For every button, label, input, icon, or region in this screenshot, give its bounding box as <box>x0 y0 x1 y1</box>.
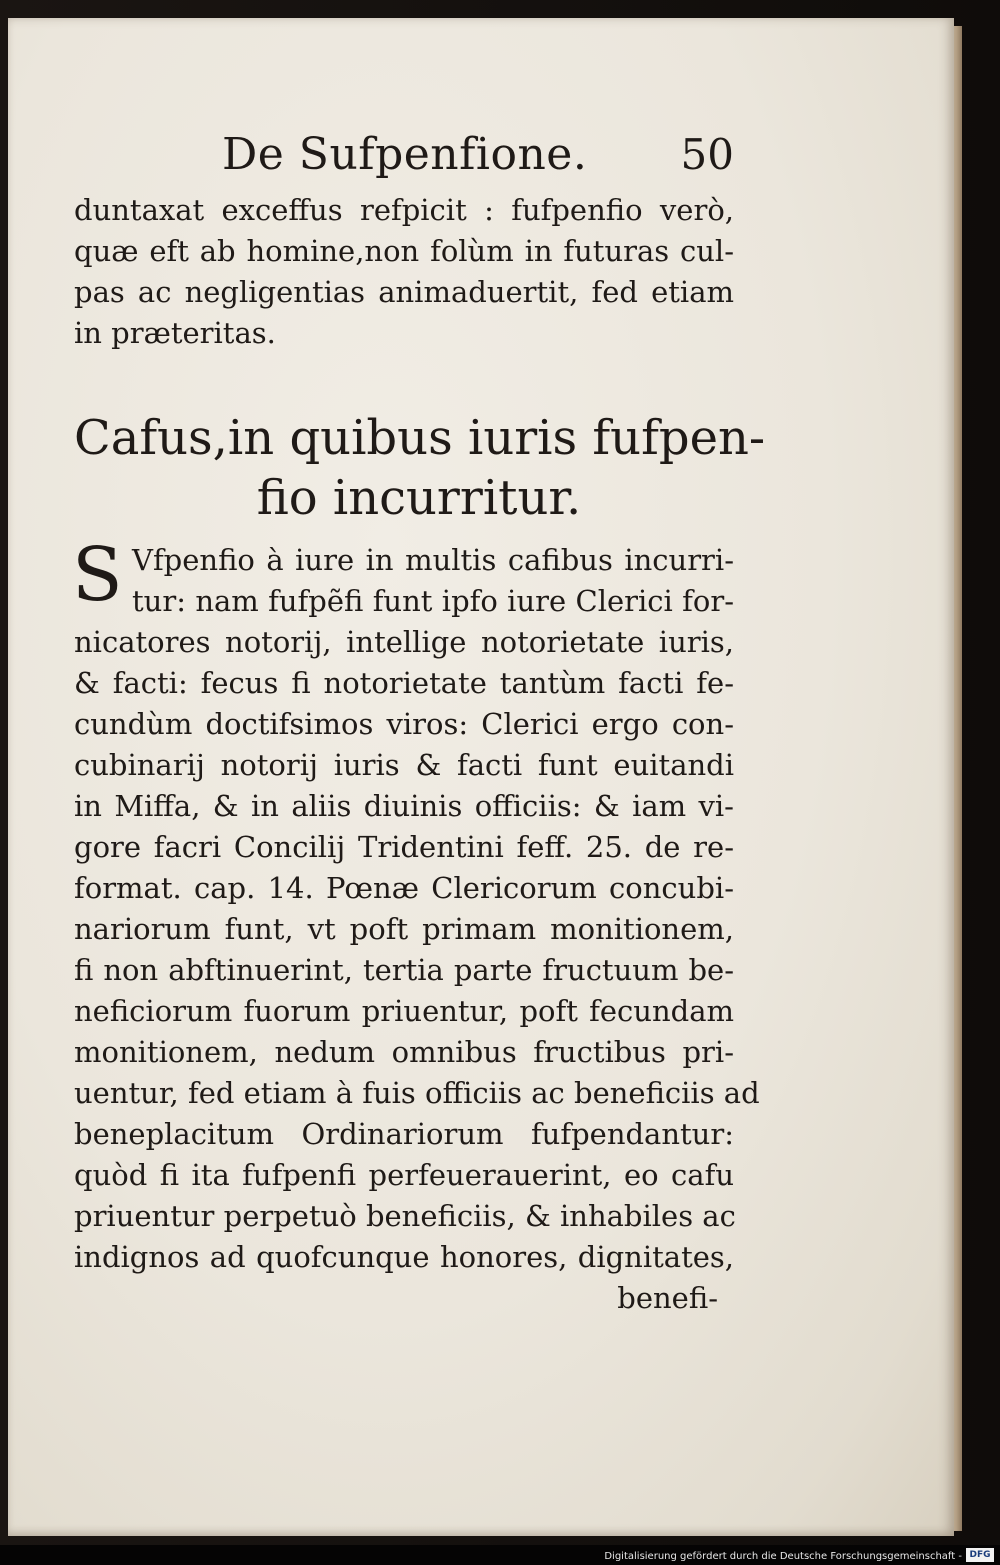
text-line: cubinarij notorij iuris & facti funt euitandi <box>74 748 734 782</box>
running-head-title: De Sufpenfione. <box>222 129 588 180</box>
text-line: neficiorum fuorum priuentur, poft fecundam <box>74 994 734 1028</box>
text-line: uentur, fed etiam à fuis officiis ac beneficiis ad <box>74 1076 760 1110</box>
text-line: Vfpenfio à iure in multis cafibus incurri- <box>132 543 734 577</box>
text-line-last: in præteritas. <box>74 316 276 350</box>
text-line: monitionem, nedum omnibus fructibus pri- <box>74 1035 734 1069</box>
text-line: quòd fi ita fufpenfi perfeuerauerint, eo cafu <box>74 1158 734 1192</box>
text-block <box>72 120 766 1319</box>
text-line: priuentur perpetuò beneficiis, & inhabiles ac <box>74 1199 736 1233</box>
text-line: quæ eft ab homine,non folùm in futuras cul- <box>74 234 734 268</box>
running-head <box>74 120 734 190</box>
opening-text <box>74 190 734 354</box>
text-line: gore facri Concilij Tridentini feff. 25. de re- <box>74 830 734 864</box>
text-line: pas ac negligentias animaduertit, fed etiam <box>74 275 734 309</box>
text-line: & facti: fecus fi notorietate tantùm facti fe- <box>74 666 734 700</box>
section-heading-line: fio incurritur. <box>256 470 582 526</box>
text-line: nariorum funt, vt poft primam monitionem, <box>74 912 734 946</box>
text-line: beneplacitum Ordinariorum fufpendantur: <box>74 1117 734 1151</box>
text-line: cundùm doctifsimos viros: Clerici ergo con- <box>74 707 734 741</box>
book-page <box>8 18 954 1536</box>
dfg-logo-icon: DFG <box>966 1548 994 1562</box>
text-line: indignos ad quofcunque honores, dignitates, <box>74 1240 734 1274</box>
catchword: benefi- <box>617 1281 718 1315</box>
section-heading-line: Cafus,in quibus iuris fufpen- <box>74 410 766 466</box>
text-line: in Miffa, & in aliis diuinis officiis: & iam vi- <box>74 789 734 823</box>
text-line: format. cap. 14. Pœnæ Clericorum concubi- <box>74 871 734 905</box>
page-number: 50 <box>680 130 734 179</box>
text-line: nicatores notorij, intellige notorietate iuris, <box>74 625 734 659</box>
body-paragraph <box>72 532 760 1319</box>
drop-cap: S <box>72 532 123 618</box>
text-line: fi non abftinuerint, tertia parte fructuum be- <box>74 953 734 987</box>
text-line: duntaxat exceffus refpicit : fufpenfio verò, <box>74 193 734 227</box>
footer-credit: Digitalisierung gefördert durch die Deutsche Forschungsgemeinschaft - <box>604 1551 962 1562</box>
text-line: tur: nam fufpẽfi funt ipfo iure Clerici for- <box>132 584 734 618</box>
footer-bar <box>0 1545 1000 1565</box>
section-heading <box>74 408 766 528</box>
